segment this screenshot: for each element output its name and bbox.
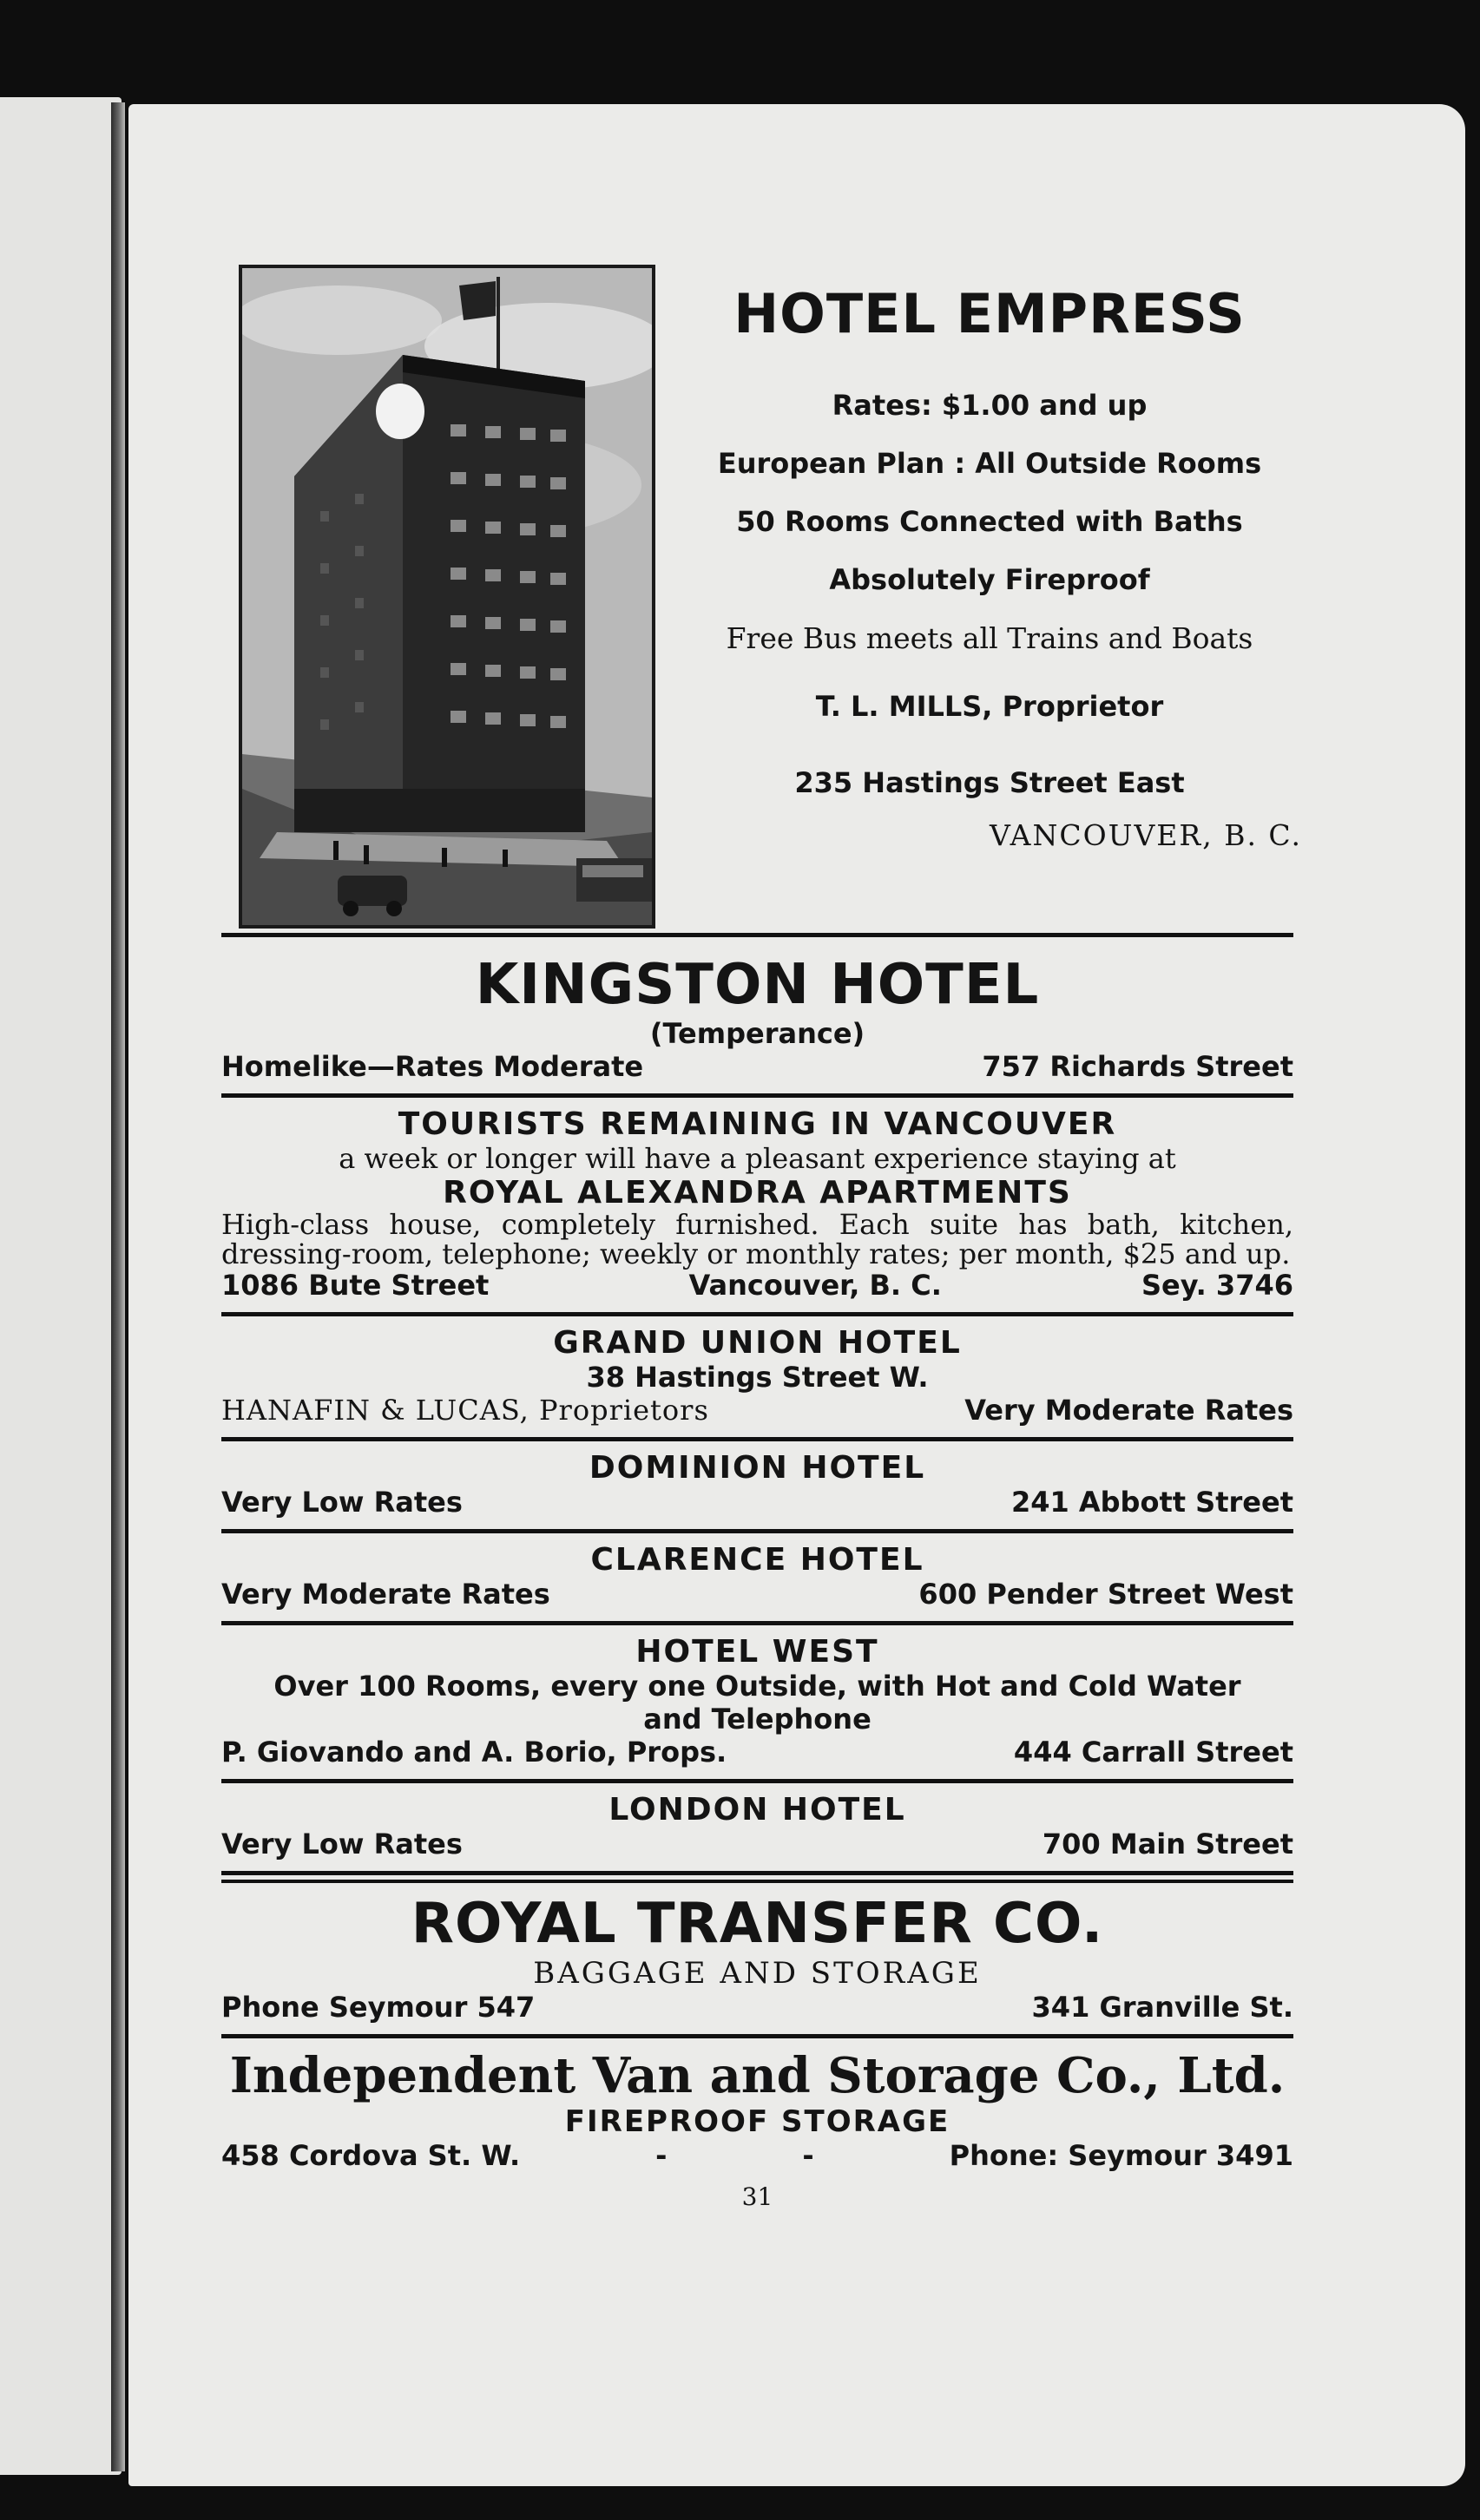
independent-van-title: Independent Van and Storage Co., Ltd.	[229, 2047, 1286, 2105]
hotel-west-ad	[221, 1625, 1293, 1779]
tourists-line: a week or longer will have a pleasant experience staying at	[339, 1142, 1176, 1175]
royal-transfer-ad	[221, 1883, 1293, 2034]
royal-alexandra-ad	[221, 1098, 1293, 1312]
hotel-empress-proprietor: T. L. MILLS, Proprietor	[815, 690, 1164, 723]
royal-alexandra-phone: Sey. 3746	[1141, 1269, 1293, 1303]
independent-van-ad	[221, 2038, 1293, 2182]
clarence-hotel-ad	[221, 1533, 1293, 1621]
clarence-title: CLARENCE HOTEL	[590, 1542, 924, 1578]
separator-dash: -	[802, 2139, 814, 2173]
hotel-west-title: HOTEL WEST	[635, 1634, 879, 1670]
hotel-empress-text	[677, 265, 1302, 877]
royal-transfer-subtitle: BAGGAGE AND STORAGE	[533, 1956, 982, 1992]
royal-transfer-phone: Phone Seymour 547	[221, 1991, 536, 2025]
royal-transfer-address: 341 Granville St.	[1031, 1991, 1293, 2025]
grand-union-address: 38 Hastings Street W.	[586, 1361, 929, 1395]
kingston-hotel-ad	[221, 953, 1293, 1093]
dominion-title: DOMINION HOTEL	[589, 1450, 926, 1486]
london-rates: Very Low Rates	[221, 1828, 463, 1861]
clarence-rates: Very Moderate Rates	[221, 1578, 550, 1611]
hotel-empress-address: 235 Hastings Street East	[794, 766, 1185, 799]
royal-alexandra-description: High-class house, completely furnished. Each suite has bath, kitchen, dressing-room, telephone; weekly or monthly rates; per month, $25 and up.	[221, 1208, 1293, 1270]
london-hotel-ad	[221, 1783, 1293, 1871]
london-title: LONDON HOTEL	[608, 1792, 906, 1828]
book-gutter	[111, 102, 125, 2471]
royal-alexandra-city: Vancouver, B. C.	[688, 1269, 942, 1303]
hotel-empress-rooms: 50 Rooms Connected with Baths	[736, 505, 1243, 538]
independent-van-subtitle: FIREPROOF STORAGE	[564, 2104, 950, 2140]
hotel-empress-city: VANCOUVER, B. C.	[990, 818, 1302, 852]
hotel-west-line1: Over 100 Rooms, every one Outside, with Hot and Cold Water	[273, 1670, 1241, 1703]
royal-transfer-title: ROYAL TRANSFER CO.	[411, 1892, 1104, 1957]
page-number: 31	[741, 2182, 773, 2212]
hotel-empress-ad	[221, 265, 1302, 933]
independent-van-phone: Phone: Seymour 3491	[949, 2139, 1293, 2173]
grand-union-title: GRAND UNION HOTEL	[553, 1325, 962, 1362]
double-divider	[221, 1871, 1293, 1883]
facing-page-edge	[0, 97, 122, 2475]
dominion-address: 241 Abbott Street	[1010, 1486, 1293, 1519]
hotel-empress-plan: European Plan : All Outside Rooms	[717, 447, 1262, 480]
hotel-west-line2: and Telephone	[643, 1703, 872, 1736]
hotel-empress-fireproof: Absolutely Fireproof	[829, 563, 1150, 596]
royal-alexandra-title: ROYAL ALEXANDRA APARTMENTS	[443, 1175, 1072, 1211]
kingston-hotel-rates: Homelike—Rates Moderate	[221, 1050, 644, 1083]
dominion-rates: Very Low Rates	[221, 1486, 463, 1519]
kingston-hotel-subtitle: (Temperance)	[649, 1017, 865, 1050]
hotel-building-illustration	[242, 268, 652, 925]
hotel-building-photo	[239, 265, 655, 929]
hotel-empress-title: HOTEL EMPRESS	[733, 282, 1246, 345]
separator-dash: -	[655, 2139, 668, 2173]
page-content	[221, 265, 1302, 2212]
divider	[221, 933, 1293, 937]
london-address: 700 Main Street	[1042, 1828, 1293, 1861]
grand-union-rates: Very Moderate Rates	[964, 1394, 1293, 1427]
hotel-empress-rates: Rates: $1.00 and up	[832, 389, 1148, 422]
independent-van-address: 458 Cordova St. W.	[221, 2139, 521, 2173]
grand-union-proprietors: HANAFIN & LUCAS, Proprietors	[221, 1394, 709, 1427]
royal-alexandra-address: 1086 Bute Street	[221, 1269, 490, 1303]
clarence-address: 600 Pender Street West	[918, 1578, 1293, 1611]
hotel-empress-bus: Free Bus meets all Trains and Boats	[726, 621, 1253, 655]
dominion-hotel-ad	[221, 1441, 1293, 1529]
tourists-headline: TOURISTS REMAINING IN VANCOUVER	[398, 1106, 1117, 1142]
kingston-hotel-address: 757 Richards Street	[982, 1050, 1293, 1083]
hotel-west-address: 444 Carrall Street	[1013, 1736, 1293, 1769]
hotel-west-props: P. Giovando and A. Borio, Props.	[221, 1736, 727, 1769]
kingston-hotel-title: KINGSTON HOTEL	[475, 953, 1040, 1017]
grand-union-hotel-ad	[221, 1316, 1293, 1437]
